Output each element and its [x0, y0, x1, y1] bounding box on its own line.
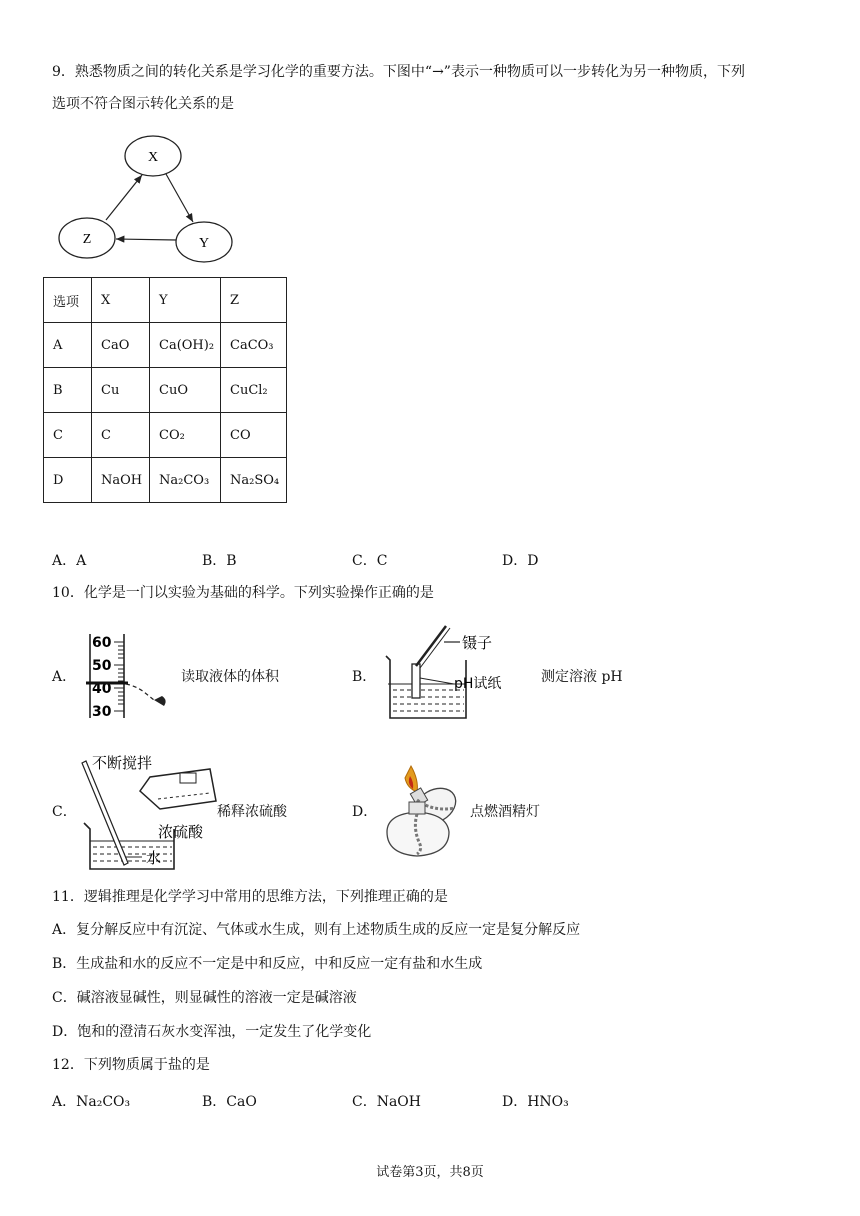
choice-d[interactable]: D．D	[502, 553, 539, 569]
table-cell: CaO	[92, 323, 150, 368]
q11-option-d[interactable]: D．饱和的澄清石灰水变浑浊，一定发生了化学变化	[52, 1024, 372, 1040]
page-footer: 试卷第3页，共8页	[376, 1165, 484, 1180]
ph-test-figure	[384, 622, 534, 722]
table-cell: C	[44, 413, 92, 458]
ph-paper-label: pH试纸	[454, 676, 502, 692]
graduated-cylinder-figure	[84, 630, 184, 722]
option-a-letter[interactable]: A．	[52, 669, 77, 685]
table-cell: CuCl₂	[221, 368, 287, 413]
table-cell: Na₂SO₄	[221, 458, 287, 503]
option-c-caption: 稀释浓硫酸	[217, 804, 287, 820]
alcohol-lamp-figure	[377, 762, 477, 862]
arrow-y-to-z	[116, 239, 176, 240]
choice-b[interactable]: B．CaO	[202, 1094, 257, 1110]
q11-option-c[interactable]: C．碱溶液显碱性，则显碱性的溶液一定是碱溶液	[52, 990, 357, 1006]
option-d-letter[interactable]: D．	[352, 804, 378, 820]
table-cell: Na₂CO₃	[150, 458, 221, 503]
table-cell: C	[92, 413, 150, 458]
table-header-cell: Y	[150, 278, 221, 323]
table-header-cell: 选项	[44, 278, 92, 323]
table-row	[44, 323, 287, 368]
option-c-letter[interactable]: C．	[52, 804, 77, 820]
tweezers-label: 镊子	[462, 634, 493, 652]
table-row	[44, 413, 287, 458]
water-label: 水	[146, 849, 162, 867]
tick-label: 30	[92, 704, 112, 720]
eye-icon	[154, 696, 166, 706]
table-cell: Cu	[92, 368, 150, 413]
table-row	[44, 458, 287, 503]
table-header-row	[44, 278, 287, 323]
choice-d[interactable]: D．HNO₃	[502, 1094, 569, 1110]
tick-label: 50	[92, 658, 112, 674]
q9-cycle-diagram	[50, 132, 250, 262]
tick-label: 40	[92, 681, 112, 697]
node-z-label: Z	[82, 232, 92, 247]
table-cell: NaOH	[92, 458, 150, 503]
dilution-figure	[76, 751, 216, 871]
arrow-z-to-x	[106, 175, 142, 220]
choice-a[interactable]: A．Na₂CO₃	[52, 1094, 131, 1110]
q9-options-table	[43, 277, 287, 503]
option-d-caption: 点燃酒精灯	[470, 804, 540, 820]
arrow-x-to-y	[166, 174, 193, 222]
table-header-cell: Z	[221, 278, 287, 323]
option-a-caption: 读取液体的体积	[181, 669, 279, 685]
table-cell: A	[44, 323, 92, 368]
option-b-letter[interactable]: B．	[352, 669, 377, 685]
q12-stem: 12．下列物质属于盐的是	[52, 1057, 210, 1073]
q9-stem-line2: 选项不符合图示转化关系的是	[52, 96, 234, 112]
concentrated-acid-label: 浓硫酸	[158, 823, 204, 841]
table-cell: CaCO₃	[221, 323, 287, 368]
table-cell: D	[44, 458, 92, 503]
node-y-label: Y	[198, 236, 210, 251]
table-row	[44, 368, 287, 413]
tick-label: 60	[92, 635, 112, 651]
table-cell: CuO	[150, 368, 221, 413]
choice-b[interactable]: B．B	[202, 553, 237, 569]
option-b-caption: 测定溶液 pH	[541, 669, 623, 685]
q11-option-b[interactable]: B．生成盐和水的反应不一定是中和反应，中和反应一定有盐和水生成	[52, 956, 483, 972]
choice-c[interactable]: C．NaOH	[352, 1094, 421, 1110]
pouring-bottle	[140, 769, 216, 809]
table-cell: Ca(OH)₂	[150, 323, 221, 368]
table-cell: CO₂	[150, 413, 221, 458]
table-header-cell: X	[92, 278, 150, 323]
q10-stem: 10．化学是一门以实验为基础的科学。下列实验操作正确的是	[52, 585, 434, 601]
choice-a[interactable]: A．A	[52, 553, 87, 569]
table-cell: B	[44, 368, 92, 413]
node-x-label: X	[147, 150, 159, 165]
q11-option-a[interactable]: A．复分解反应中有沉淀、气体或水生成，则有上述物质生成的反应一定是复分解反应	[52, 922, 581, 938]
choice-c[interactable]: C．C	[352, 553, 388, 569]
q9-stem-line1: 9．熟悉物质之间的转化关系是学习化学的重要方法。下图中“→”表示一种物质可以一步转化为另一种物质，下列	[52, 64, 745, 80]
q11-stem: 11．逻辑推理是化学学习中常用的思维方法，下列推理正确的是	[52, 889, 448, 905]
glass-rod	[82, 761, 128, 865]
stir-label: 不断搅拌	[92, 754, 153, 772]
table-cell: CO	[221, 413, 287, 458]
